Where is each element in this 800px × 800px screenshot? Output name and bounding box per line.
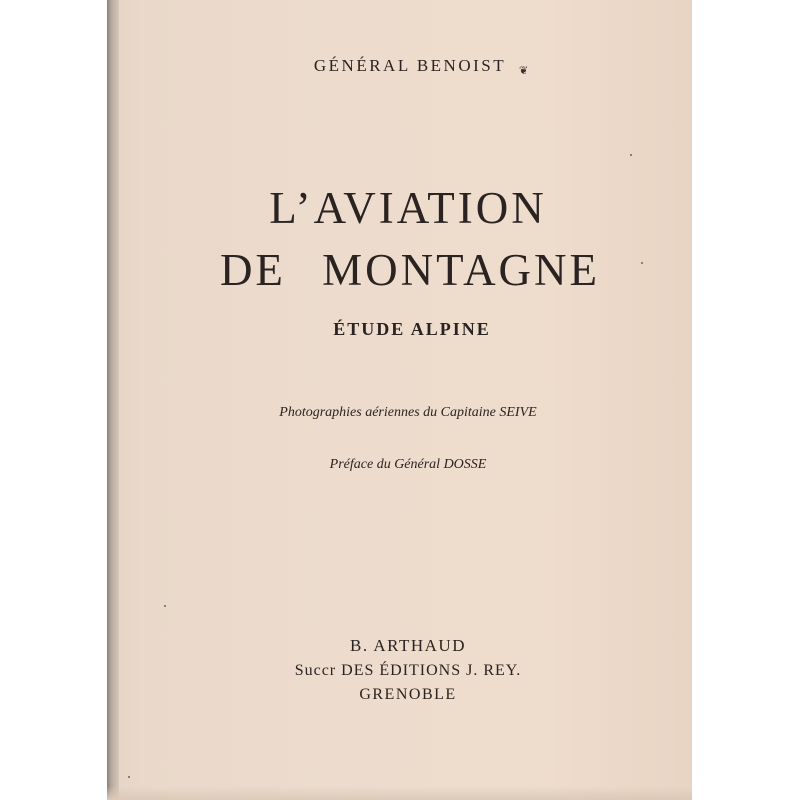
publisher-city: GRENOBLE bbox=[359, 686, 457, 703]
spine-edge bbox=[107, 0, 119, 800]
author-name: GÉNÉRAL BENOIST bbox=[313, 56, 507, 75]
cover-bottom-wear bbox=[107, 786, 692, 800]
book-title-line-2: DE MONTAGNE bbox=[219, 245, 601, 295]
preface-credit: Préface du Général DOSSE bbox=[329, 457, 487, 472]
author-ornament: ❦ bbox=[519, 64, 529, 77]
paper-speck bbox=[128, 776, 130, 778]
book-cover bbox=[107, 0, 692, 800]
book-title-line-1: L’AVIATION bbox=[269, 183, 547, 233]
publisher-successor-line: Succr DES ÉDITIONS J. REY. bbox=[294, 662, 522, 679]
paper-speck bbox=[164, 605, 166, 607]
paper-speck bbox=[630, 154, 632, 156]
publisher-name: B. ARTHAUD bbox=[350, 636, 466, 655]
photo-credit: Photographies aériennes du Capitaine SEIVE bbox=[279, 405, 537, 420]
book-subtitle: ÉTUDE ALPINE bbox=[333, 319, 491, 339]
